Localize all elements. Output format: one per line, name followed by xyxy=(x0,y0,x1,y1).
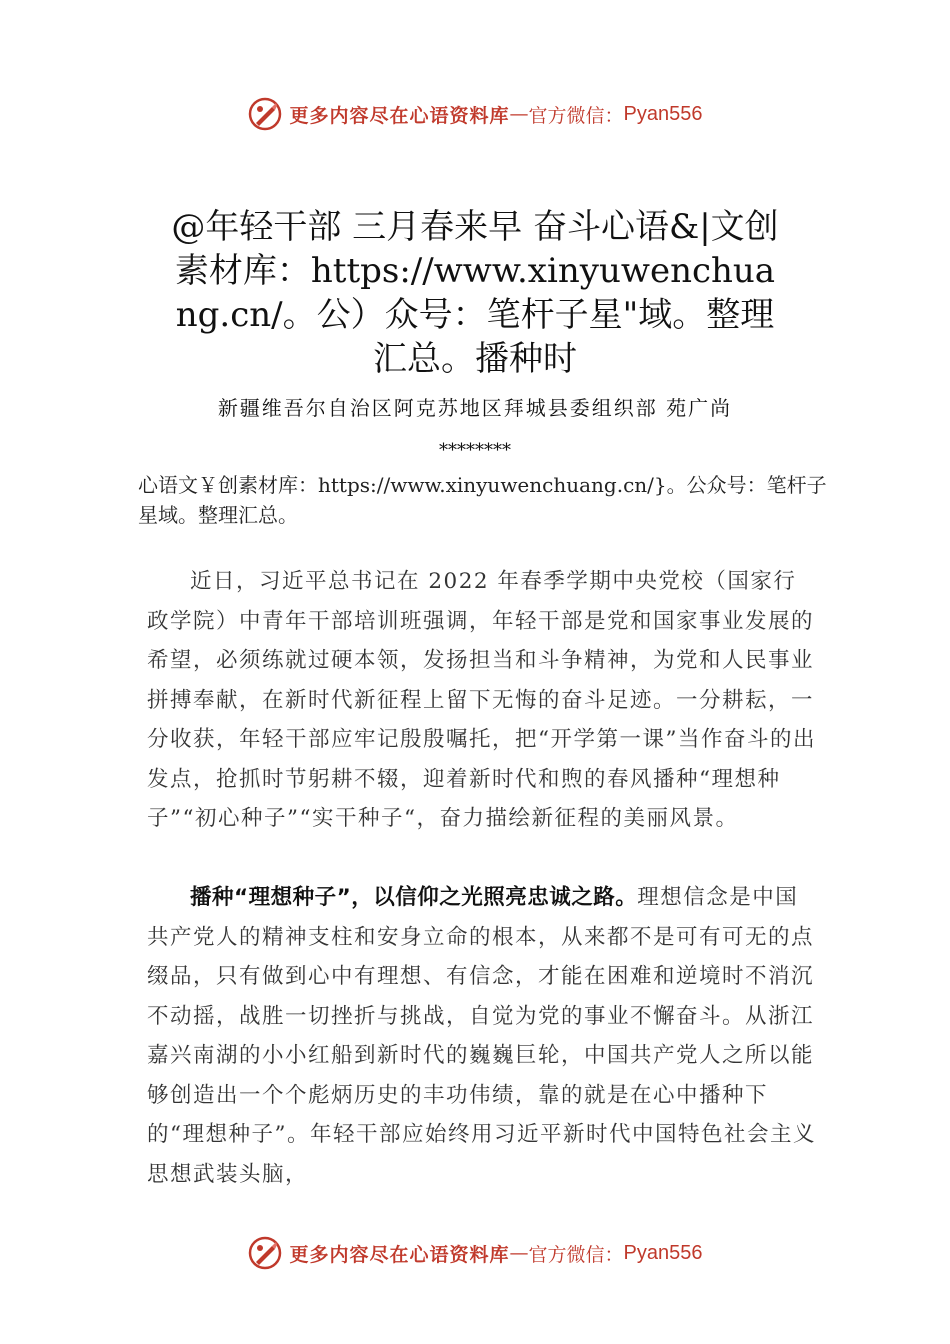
separator: ******** xyxy=(439,440,511,461)
quill-pen-icon xyxy=(248,97,282,131)
paragraph-1 xyxy=(147,562,817,839)
watermark-text: 更多内容尽在心语资料库 xyxy=(289,104,510,127)
document-author: 新疆维吾尔自治区阿克苏地区拜城县委组织部 苑广尚 xyxy=(217,396,733,420)
paragraph-2 xyxy=(147,878,817,1194)
watermark-text: 更多内容尽在心语资料库 xyxy=(289,1243,510,1266)
watermark-banner-top xyxy=(0,94,950,134)
watermark-dash: — xyxy=(509,103,529,125)
source-note: 心语文￥创素材库：https://www.xinyuwenchuang.cn/}。公众号：笔杆子星域。整理汇总。 xyxy=(138,473,827,527)
paragraph-1-text: 近日，习近平总书记在 2022 年春季学期中央党校（国家行政学院）中青年干部培训班强调，年轻干部是党和国家事业发展的希望，必须练就过硬本领，发扬担当和斗争精神，为党和人民事业拼搏奉献，在新时代新征程上留下无悔的奋斗足迹。一分耕耘，一分收获，年轻干部应牢记殷殷嘱托，把“开学第一课”当作奋斗的出发点，抢抓时节躬耕不辍，迎着新时代和煦的春风播种“理想种子”“初心种子”“实干种子“，奋力描绘新征程的美丽风景。 xyxy=(147,569,816,831)
document-title: @年轻干部 三月春来早 奋斗心语&|文创素材库：https://www.xinyuwenchuang.cn/。公）众号：笔杆子星"域。整理汇总。播种时 xyxy=(171,207,779,379)
paragraph-2-text: 理想信念是中国共产党人的精神支柱和安身立命的根本，从来都不是可有可无的点缀品，只有做到心中有理想、有信念，才能在困难和逆境时不消沉不动摇，战胜一切挫折与挑战，自觉为党的事业不懈奋斗。从浙江嘉兴南湖的小小红船到新时代的巍巍巨轮，中国共产党人之所以能够创造出一个个彪炳历史的丰功伟绩，靠的就是在心中播种下的“理想种子”。年轻干部应始终用习近平新时代中国特色社会主义思想武装头脑， xyxy=(147,885,816,1187)
watermark-banner-bottom xyxy=(0,1233,950,1273)
watermark-wechat-label: 官方微信： xyxy=(528,104,624,127)
watermark-wechat-id: Pyan556 xyxy=(623,1241,703,1264)
watermark-dash: — xyxy=(509,1242,529,1264)
watermark-wechat-label: 官方微信： xyxy=(528,1243,624,1266)
watermark-wechat-id: Pyan556 xyxy=(623,102,703,125)
paragraph-2-lead: 播种“理想种子”，以信仰之光照亮忠诚之路。 xyxy=(190,885,638,910)
quill-pen-icon xyxy=(248,1236,282,1270)
